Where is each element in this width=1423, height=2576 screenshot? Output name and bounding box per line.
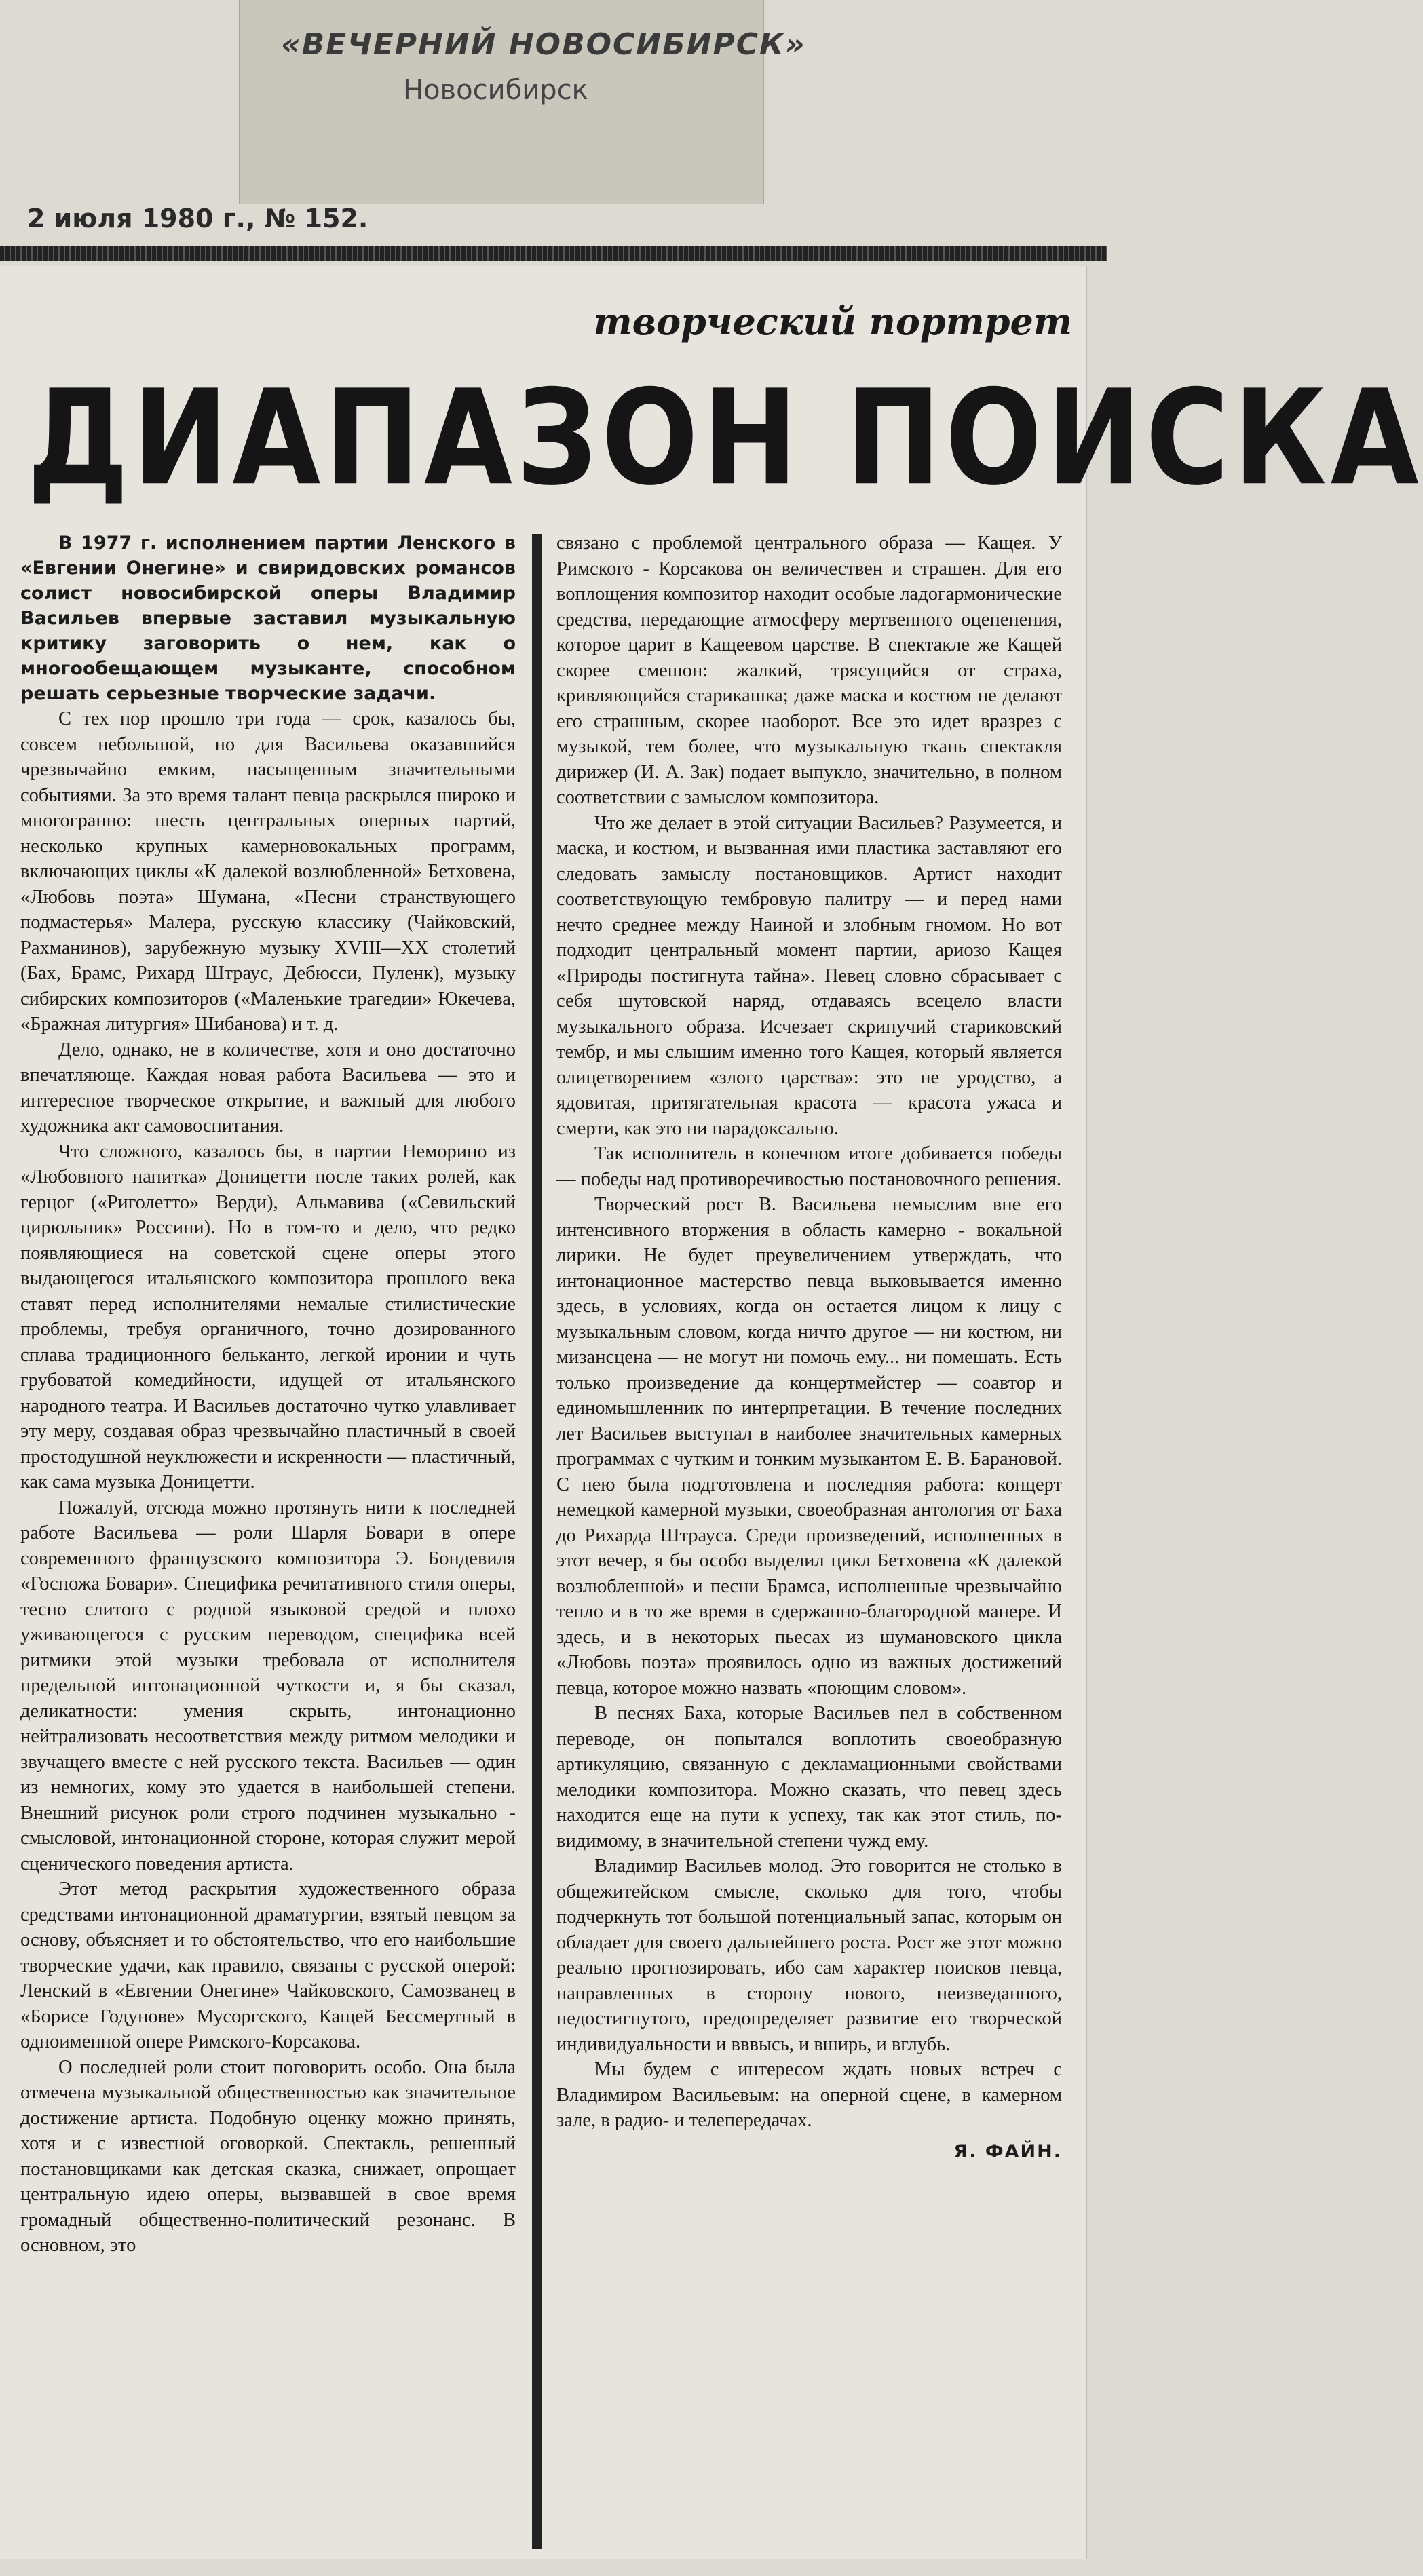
column-left [20, 531, 516, 2258]
paragraph: Дело, однако, не в количестве, хотя и оно достаточно впечатляюще. Каждая новая работа Васильева — это и интересное творческое открытие, и важный для любого художника акт самовоспитания. [20, 1039, 516, 1136]
paragraph: О последней роли стоит поговорить особо. Она была отмечена музыкальной общественностью как значительное достижение артиста. Подобную оценку можно принять, хотя и с известной оговоркой. Спектакль, решенный постановщиками как детская сказка, снижает, опрощает центральную идею оперы, вызвавшей в свое время громадный общественно-политический резонанс. В основном, это [20, 2056, 516, 2256]
paragraph: С тех пор прошло три года — срок, казалось бы, совсем небольшой, но для Васильева оказавшийся чрезвычайно емким, насыщенным значительными событиями. За это время талант певца раскрылся широко и многогранно: шесть центральных оперных партий, несколько крупных камерновокальных программ, включающих циклы «К далекой возлюбленной» Бетховена, «Любовь поэта» Шумана, «Песни странствующего подмастерья» Малера, русскую классику (Чайковский, Рахманинов), зарубежную музыку XVIII—XX столетий (Бах, Брамс, Рихард Штраус, Дебюсси, Пуленк), музыку сибирских композиторов («Маленькие трагедии» Юкечева, «Бражная литургия» Шибанова) и т. д. [20, 708, 516, 1035]
library-stamp-label [239, 0, 806, 204]
column-divider [532, 534, 542, 2549]
column-right [556, 531, 1062, 2164]
article [0, 266, 1423, 2559]
paragraph: связано с проблемой центрального образа — Кащея. У Римского - Корсакова он величествен и страшен. Для его воплощения композитор находит особые ладогармонические средства, передающие атмосферу мертвенного оцепенения, которое царит в Кащеевом царстве. В спектакле же Кащей скорее смешон: жалкий, трясущийся от страха, кривляющийся старикашка; даже маска и костюм не делают его страшным, скорее наоборот. Все это идет вразрез с музыкой, тем более, что музыкальную ткань спектакля дирижер (И. А. Зак) подает выпукло, значительно, в полном соответствии с замыслом композитора. [556, 533, 1062, 808]
paragraph: В песнях Баха, которые Васильев пел в собственном переводе, он попытался воплотить своеобразную артикуляцию, связанную с декламационными свойствами мелодики композитора. Можно сказать, что певец здесь находится еще на пути к успеху, так как этот стиль, по-видимому, в значительной степени чужд ему. [556, 1703, 1062, 1851]
author-signature: Я. ФАЙН. [953, 2140, 1062, 2162]
paragraph: Мы будем с интересом ждать новых встреч с Владимиром Васильевым: на оперной сцене, в камерном зале, в радио- и телепередачах. [556, 2059, 1062, 2131]
paragraph: Этот метод раскрытия художественного образа средствами интонационной драматургии, взятый певцом за основу, объясняет и то обстоятельство, что его наибольшие творческие удачи, как правило, связаны с русской оперой: Ленский в «Евгении Онегине» Чайковского, Самозванец в «Борисе Годунове» Мусоргского, Кащей Бессмертный в одноименной опере Римского-Корсакова. [20, 1879, 516, 2052]
newspaper-city: Новосибирск [403, 75, 588, 106]
article-lead: В 1977 г. исполнением партии Ленского в «Евгении Онегине» и свиридовских романсов солист новосибирской оперы Владимир Васильев впервые заставил музыкальную критику заговорить о нем, как о многообещающем музыканте, способном решать серьезные творческие задачи. [20, 533, 516, 704]
paragraph: Так исполнитель в конечном итоге добивается победы — победы над противоречивостью постановочного решения. [556, 1143, 1062, 1190]
paragraph: Пожалуй, отсюда можно протянуть нити к последней работе Васильева — роли Шарля Бовари в опере современного французского композитора Э. Бондевиля «Госпожа Бовари». Специфика речитативного стиля оперы, тесно слитого с родной языковой средой и плохо уживающегося с русским переводом, специфика всей ритмики этой музыки требовала от исполнителя предельной интонационной чуткости и, я бы сказал, деликатности: умения скрыть, интонационно нейтрализовать несоответствия между ритмом мелодики и звучащего вместе с ней русского текста. Васильев — один из немногих, кому это удается в наибольшей степени. Внешний рисунок роли строго подчинен музыкально - смысловой, интонационной стороне, которая служит мерой сценического поведения артиста. [20, 1497, 516, 1875]
paragraph: Что же делает в этой ситуации Васильев? Разумеется, и маска, и костюм, и вызванная ими пластика заставляют его следовать замыслу постановщиков. Артист находит соответствующую тембровую палитру — и перед нами нечто среднее между Наиной и злобным гномом. Но вот подходит центральный момент партии, ариозо Кащея «Природы постигнута тайна». Певец словно сбрасывает с себя шутовской наряд, отдаваясь всецело власти музыкального образа. Исчезает скрипучий стариковский тембр, и мы слышим именно того Кащея, который является олицетворением «злого царства»: это не уродство, а ядовитая, притягательная красота — красота ужаса и смерти, как это ни парадоксально. [556, 812, 1062, 1139]
article-rubric: творческий портрет [593, 300, 1072, 343]
paragraph: Творческий рост В. Васильева немыслим вне его интенсивного вторжения в область камерно - вокальной лирики. Не будет преувеличением утверждать, что интонационное мастерство певца выковывается именно здесь, в условиях, когда он остается лицом к лицу с музыкальным словом, когда ничто другое — ни костюм, ни мизансцена — не могут ни помочь ему... ни помешать. Есть только произведение да концертмейстер — соавтор и единомышленник по интерпретации. В течение последних лет Васильев выступал в наиболее значительных камерных программах с чутким и тонким музыкантом Е. В. Барановой. С нею была подготовлена и последняя работа: концерт немецкой камерной музыки, своеобразная антология от Баха до Рихарда Штрауса. Среди произведений, исполненных в этот вечер, я бы особо выделил цикл Бетховена «К далекой возлюбленной» и песни Брамса, исполненные чрезвычайно тепло и в то же время в сдержанно-благородной манере. И здесь, и в некоторых пьесах из шумановского цикла «Любовь поэта» проявилось одно из важных достижений певца, которое можно назвать «поющим словом». [556, 1194, 1062, 1699]
header-rule [0, 246, 1107, 261]
issue-dateline: 2 июля 1980 г., № 152. [27, 204, 368, 233]
newspaper-name: «ВЕЧЕРНИЙ НОВОСИБИРСК» [281, 27, 806, 62]
paragraph: Владимир Васильев молод. Это говорится не столько в общежитейском смысле, сколько для того, чтобы подчеркнуть тот большой потенциальный запас, которым он обладает для своего дальнейшего роста. Рост же этот можно реально прогнозировать, ибо сам характер поисков певца, направленных в сторону нового, неизведанного, недостигнутого, предопределяет развитие его творческой индивидуальности и вввысь, и вширь, и вглубь. [556, 1856, 1062, 2055]
paragraph: Что сложного, казалось бы, в партии Неморино из «Любовного напитка» Доницетти после таких ролей, как герцог («Риголетто» Верди), Альмавива («Севильский цирюльник» Россини). Но в том-то и дело, что редко появляющиеся на советской сцене оперы этого выдающегося итальянского композитора прошлого века ставят перед исполнителями немалые стилистические проблемы, требуя органичного, точно дозированного сплава традиционного бельканто, легкой иронии и чуть грубоватой комедийности, идущей от итальянского народного театра. И Васильев достаточно чутко улавливает эту меру, создавая образ чрезвычайно пластичный в своей простодушной неуклюжести и искренности — пластичный, как сама музыка Доницетти. [20, 1140, 516, 1493]
article-headline: ДИАПАЗОН ПОИСКА [27, 361, 1423, 515]
